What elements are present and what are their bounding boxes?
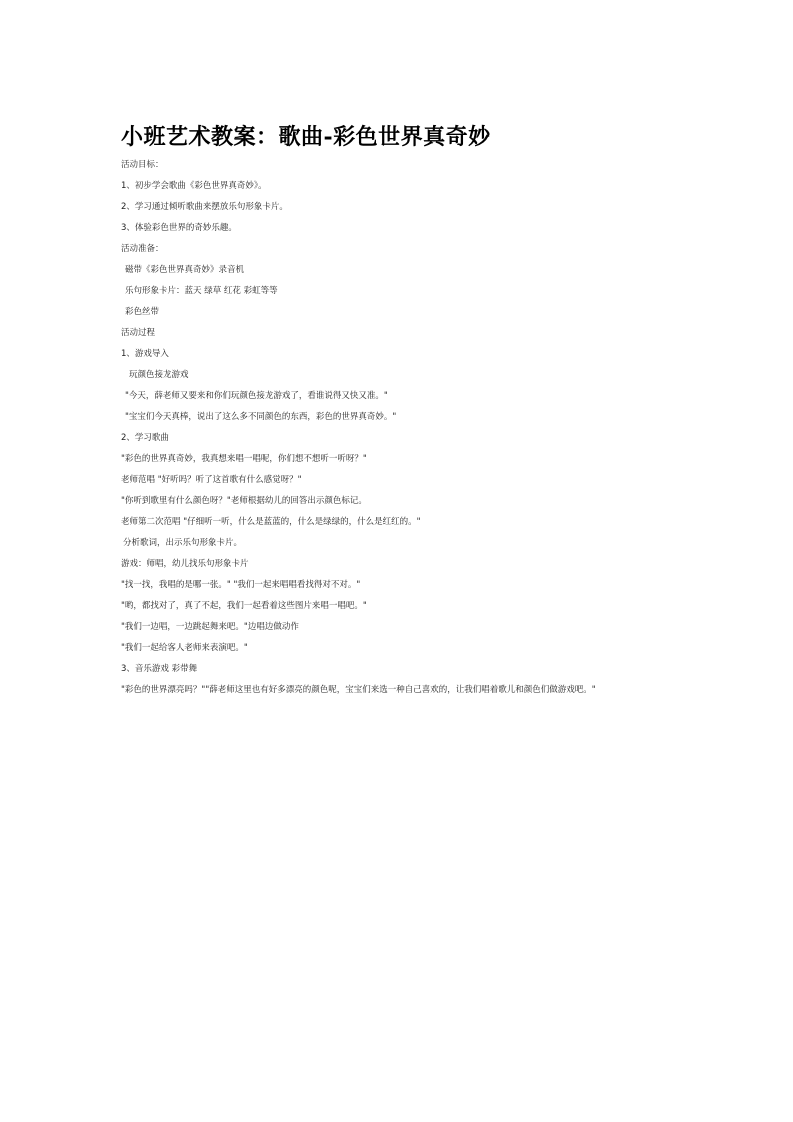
paragraph-line: "彩色的世界漂亮吗？""薛老师这里也有好多漂亮的颜色呢，宝宝们来选一种自己喜欢的，让我们唱着歌儿和颜色们做游戏吧。" [121, 685, 596, 695]
paragraph-line: 玩颜色接龙游戏 [129, 370, 189, 380]
paragraph-line: 1、初步学会歌曲《彩色世界真奇妙》。 [121, 181, 267, 191]
document-title: 小班艺术教案：歌曲-彩色世界真奇妙 [121, 124, 491, 150]
paragraph-line: 1、游戏导入 [121, 349, 169, 359]
paragraph-line: 彩色丝带 [125, 307, 160, 317]
paragraph-line: "找一找，我唱的是哪一张。" "我们一起来唱唱看找得对不对。" [121, 580, 361, 590]
paragraph-line: "今天，薛老师又要来和你们玩颜色接龙游戏了，看谁说得又快又准。" [125, 391, 388, 401]
paragraph-line: 老师范唱 "好听吗？听了这首歌有什么感觉呀？" [121, 475, 302, 485]
paragraph-line: 3、音乐游戏 彩带舞 [121, 664, 198, 674]
paragraph-line: 3、体验彩色世界的奇妙乐趣。 [121, 223, 237, 233]
paragraph-line: "你听到歌里有什么颜色呀？"老师根据幼儿的回答出示颜色标记。 [121, 496, 367, 506]
paragraph-line: "哟，都找对了，真了不起，我们一起看着这些图片来唱一唱吧。" [121, 601, 367, 611]
paragraph-line: 乐句形象卡片：蓝天 绿草 红花 彩虹等等 [125, 286, 278, 296]
section-heading-preparation: 活动准备： [121, 244, 164, 254]
paragraph-line: "彩色的世界真奇妙，我真想来唱一唱呢，你们想不想听一听呀？" [121, 454, 367, 464]
paragraph-line: 2、学习歌曲 [121, 433, 169, 443]
paragraph-line: "宝宝们今天真棒，说出了这么多不同颜色的东西，彩色的世界真奇妙。" [125, 412, 397, 422]
paragraph-line: 游戏：师唱，幼儿找乐句形象卡片 [121, 559, 249, 569]
paragraph-line: "我们一边唱，一边跳起舞来吧。"边唱边做动作 [121, 622, 299, 632]
paragraph-line: "我们一起给客人老师来表演吧。" [121, 643, 248, 653]
paragraph-line: 磁带《彩色世界真奇妙》录音机 [125, 265, 245, 275]
paragraph-line: 分析歌词，出示乐句形象卡片。 [123, 538, 243, 548]
section-heading-process: 活动过程 [121, 328, 156, 338]
paragraph-line: 2、学习通过倾听歌曲来摆放乐句形象卡片。 [121, 202, 288, 212]
paragraph-line: 老师第二次范唱 "仔细听一听，什么是蓝蓝的，什么是绿绿的，什么是红红的。" [121, 517, 421, 527]
section-heading-goals: 活动目标： [121, 160, 164, 170]
